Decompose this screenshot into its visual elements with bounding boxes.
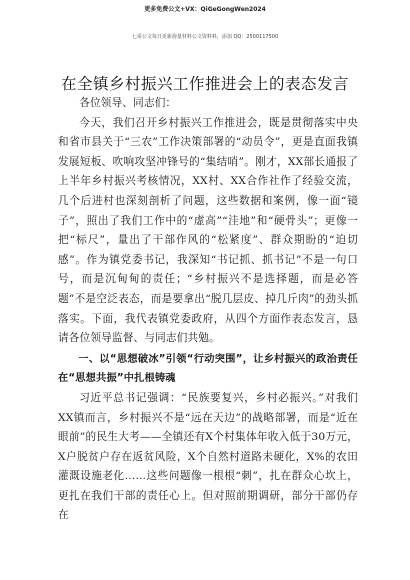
watermark-top: 更多免费公文+VX：QiGeGongWen2024 (144, 6, 266, 13)
watermark-subtitle: 七哥公文每日更新海量材料公文资料料，添加 QQ：2500117500 (131, 34, 279, 40)
greeting: 各位领导、同志们： (79, 97, 177, 109)
paragraph-section-1: 习近平总书记强调：“民族要复兴，乡村必振兴。”对我们XX镇而言，乡村振兴不是“远在天边”的战略部署，而是“近在眼前”的民生大考——全镇还有X个村集体年收入低于30万元，X户脱贫户存在返贫风险，X个自然村道路未硬化，X%的农田灌溉设施老化……这些问题像一根根“刺”，扎在群众心坎上，更扎在我们干部的责任心上。但对照前期调研，部分干部仍存在 (58, 391, 358, 522)
document-body (58, 94, 358, 526)
document-title: 在全镇乡村振兴工作推进会上的表态发言 (60, 75, 349, 93)
section-heading-1: 一、以“思想破冰”引领“行动突围”，让乡村振兴的政治责任在“思想共振”中扎根铸魂 (58, 353, 358, 385)
paragraph-intro: 今天，我们召开乡村振兴工作推进会，既是贯彻落实中央和省市县关于“三农”工作决策部署的“动员令”，更是直面我镇发展短板、吹响攻坚冲锋号的“集结哨”。刚才，XX部长通报了上半年乡村振兴考核情况，XX村、XX合作社作了经验交流，几个后进村也深刻剖析了问题，这些数据和案例，像一面“镜子”，照出了我们工作中的“虚高”“洼地”和“硬骨头”；更像一把“标尺”，量出了干部作风的“松紧度”、群众期盼的“迫切感”。作为镇党委书记，我深知“书记抓、抓书记”不是一句口号，而是沉甸甸的责任；“乡村振兴不是选择题，而是必答题”不是空泛表态，而是要拿出“脱几层皮、掉几斤肉”的劲头抓落实。下面，我代表镇党委政府，从四个方面作表态发言，恳请各位领导监督、与同志们共勉。 (58, 116, 358, 345)
